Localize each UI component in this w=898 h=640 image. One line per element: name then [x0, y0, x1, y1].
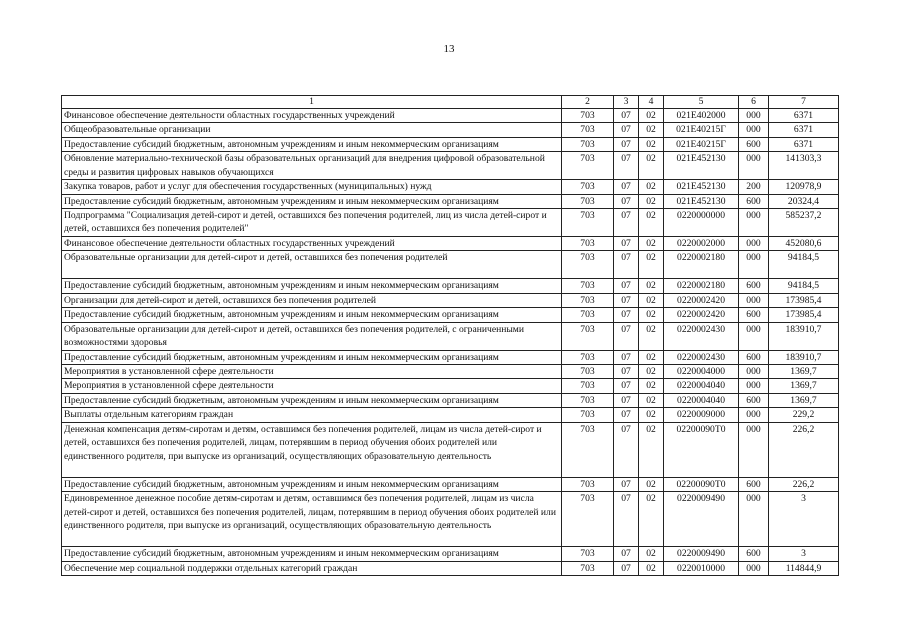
- row-value: 703: [562, 408, 614, 422]
- row-value: 0220002420: [664, 293, 739, 307]
- table-header-row: [62, 96, 839, 109]
- table-row: [62, 109, 839, 123]
- row-value: 02: [639, 322, 664, 350]
- row-value: 07: [614, 308, 639, 322]
- row-value: 02: [639, 293, 664, 307]
- row-value: 0220002430: [664, 350, 739, 364]
- row-value: 02: [639, 109, 664, 123]
- table-row: [62, 308, 839, 322]
- row-value: 000: [739, 561, 769, 575]
- row-value: 07: [614, 350, 639, 364]
- row-value: 141303,3: [769, 152, 839, 180]
- row-value: 02: [639, 180, 664, 194]
- row-value: 021E452130: [664, 194, 739, 208]
- row-value: 02: [639, 379, 664, 393]
- row-value: 0220000000: [664, 209, 739, 237]
- row-value: 3: [769, 492, 839, 547]
- row-value: 703: [562, 109, 614, 123]
- table-row: [62, 422, 839, 477]
- row-value: 0220009490: [664, 492, 739, 547]
- row-value: 07: [614, 422, 639, 477]
- row-value: 600: [739, 393, 769, 407]
- row-value: 600: [739, 279, 769, 293]
- row-value: 02: [639, 350, 664, 364]
- row-value: 0220002180: [664, 279, 739, 293]
- row-value: 703: [562, 379, 614, 393]
- row-value: 07: [614, 237, 639, 251]
- row-value: 703: [562, 561, 614, 575]
- table-row: [62, 365, 839, 379]
- row-value: 226,2: [769, 422, 839, 477]
- row-value: 0220004040: [664, 393, 739, 407]
- row-value: 07: [614, 393, 639, 407]
- row-description: Предоставление субсидий бюджетным, автономным учреждениям и иным некоммерческим организациям: [62, 308, 562, 322]
- row-value: 02: [639, 237, 664, 251]
- row-value: 600: [739, 350, 769, 364]
- row-value: 000: [739, 109, 769, 123]
- row-description: Единовременное денежное пособие детям-сиротам и детям, оставшимся без попечения родителей, лицам из числа детей-сирот и детей, оставшихся без попечения родителей, лицам, потерявшим в период обучения обоих родителей или единственного родителя, при выпуске из организаций, осуществляющих образовательную деятельность: [62, 492, 562, 547]
- row-value: 02200090Т0: [664, 422, 739, 477]
- table-row: [62, 350, 839, 364]
- row-description: Образовательные организации для детей-сирот и детей, оставшихся без попечения родителей: [62, 251, 562, 279]
- row-value: 600: [739, 308, 769, 322]
- row-value: 02: [639, 209, 664, 237]
- row-value: 021E402000: [664, 109, 739, 123]
- row-value: 000: [739, 492, 769, 547]
- row-value: 94184,5: [769, 251, 839, 279]
- table-row: [62, 251, 839, 279]
- row-value: 02: [639, 561, 664, 575]
- row-value: 600: [739, 547, 769, 561]
- row-value: 183910,7: [769, 350, 839, 364]
- header-cell: 6: [739, 96, 769, 109]
- row-description: Предоставление субсидий бюджетным, автономным учреждениям и иным некоммерческим организациям: [62, 279, 562, 293]
- row-value: 07: [614, 561, 639, 575]
- row-value: 07: [614, 180, 639, 194]
- row-value: 226,2: [769, 477, 839, 491]
- row-value: 021E40215Г: [664, 137, 739, 151]
- row-description: Выплаты отдельным категориям граждан: [62, 408, 562, 422]
- row-value: 000: [739, 322, 769, 350]
- row-value: 000: [739, 365, 769, 379]
- row-value: 02: [639, 365, 664, 379]
- row-value: 02: [639, 492, 664, 547]
- row-value: 703: [562, 209, 614, 237]
- row-value: 07: [614, 322, 639, 350]
- row-value: 703: [562, 194, 614, 208]
- row-value: 000: [739, 152, 769, 180]
- table-row: [62, 137, 839, 151]
- table-row: [62, 180, 839, 194]
- row-value: 07: [614, 365, 639, 379]
- row-value: 000: [739, 123, 769, 137]
- row-description: Мероприятия в установленной сфере деятельности: [62, 379, 562, 393]
- row-value: 000: [739, 408, 769, 422]
- table-row: [62, 561, 839, 575]
- row-description: Образовательные организации для детей-сирот и детей, оставшихся без попечения родителей, с ограниченными возможностями здоровья: [62, 322, 562, 350]
- row-value: 173985,4: [769, 308, 839, 322]
- row-description: Финансовое обеспечение деятельности областных государственных учреждений: [62, 109, 562, 123]
- row-value: 703: [562, 237, 614, 251]
- row-description: Обеспечение мер социальной поддержки отдельных категорий граждан: [62, 561, 562, 575]
- row-description: Общеобразовательные организации: [62, 123, 562, 137]
- row-value: 02: [639, 152, 664, 180]
- row-value: 6371: [769, 123, 839, 137]
- table-row: [62, 123, 839, 137]
- table-row: [62, 209, 839, 237]
- row-value: 1369,7: [769, 393, 839, 407]
- row-value: 07: [614, 547, 639, 561]
- row-value: 07: [614, 293, 639, 307]
- row-value: 94184,5: [769, 279, 839, 293]
- row-value: 07: [614, 492, 639, 547]
- row-value: 000: [739, 422, 769, 477]
- row-value: 229,2: [769, 408, 839, 422]
- row-value: 703: [562, 180, 614, 194]
- row-value: 703: [562, 477, 614, 491]
- row-value: 02: [639, 477, 664, 491]
- row-description: Предоставление субсидий бюджетным, автономным учреждениям и иным некоммерческим организациям: [62, 547, 562, 561]
- row-description: Предоставление субсидий бюджетным, автономным учреждениям и иным некоммерческим организациям: [62, 137, 562, 151]
- row-value: 07: [614, 209, 639, 237]
- row-value: 02: [639, 547, 664, 561]
- row-value: 07: [614, 379, 639, 393]
- row-value: 6371: [769, 109, 839, 123]
- row-description: Предоставление субсидий бюджетным, автономным учреждениям и иным некоммерческим организациям: [62, 194, 562, 208]
- row-description: Финансовое обеспечение деятельности областных государственных учреждений: [62, 237, 562, 251]
- row-value: 173985,4: [769, 293, 839, 307]
- row-value: 600: [739, 194, 769, 208]
- row-value: 20324,4: [769, 194, 839, 208]
- row-value: 0220010000: [664, 561, 739, 575]
- row-value: 0220002180: [664, 251, 739, 279]
- row-value: 703: [562, 251, 614, 279]
- row-description: Предоставление субсидий бюджетным, автономным учреждениям и иным некоммерческим организациям: [62, 393, 562, 407]
- header-cell: 2: [562, 96, 614, 109]
- table-row: [62, 194, 839, 208]
- row-value: 02: [639, 279, 664, 293]
- row-value: 02: [639, 393, 664, 407]
- row-value: 703: [562, 279, 614, 293]
- row-description: Мероприятия в установленной сфере деятельности: [62, 365, 562, 379]
- row-value: 07: [614, 152, 639, 180]
- row-value: 703: [562, 492, 614, 547]
- row-value: 703: [562, 350, 614, 364]
- row-value: 02200090Т0: [664, 477, 739, 491]
- row-value: 3: [769, 547, 839, 561]
- row-value: 000: [739, 379, 769, 393]
- row-value: 021E452130: [664, 180, 739, 194]
- row-value: 07: [614, 251, 639, 279]
- row-value: 07: [614, 194, 639, 208]
- table-row: [62, 408, 839, 422]
- row-value: 0220002430: [664, 322, 739, 350]
- row-value: 703: [562, 422, 614, 477]
- header-cell: 7: [769, 96, 839, 109]
- row-value: 0220002000: [664, 237, 739, 251]
- row-value: 0220009490: [664, 547, 739, 561]
- row-value: 02: [639, 123, 664, 137]
- row-value: 07: [614, 408, 639, 422]
- row-value: 120978,9: [769, 180, 839, 194]
- row-value: 6371: [769, 137, 839, 151]
- row-description: Закупка товаров, работ и услуг для обеспечения государственных (муниципальных) нужд: [62, 180, 562, 194]
- table-row: [62, 152, 839, 180]
- row-description: Предоставление субсидий бюджетным, автономным учреждениям и иным некоммерческим организациям: [62, 350, 562, 364]
- table-row: [62, 322, 839, 350]
- row-value: 0220004000: [664, 365, 739, 379]
- row-value: 1369,7: [769, 365, 839, 379]
- header-cell: 3: [614, 96, 639, 109]
- row-value: 000: [739, 237, 769, 251]
- row-value: 600: [739, 137, 769, 151]
- row-value: 200: [739, 180, 769, 194]
- header-cell: 5: [664, 96, 739, 109]
- row-value: 07: [614, 137, 639, 151]
- row-value: 021E40215Г: [664, 123, 739, 137]
- row-value: 0220009000: [664, 408, 739, 422]
- row-value: 703: [562, 293, 614, 307]
- row-description: Предоставление субсидий бюджетным, автономным учреждениям и иным некоммерческим организациям: [62, 477, 562, 491]
- row-value: 452080,6: [769, 237, 839, 251]
- budget-table: [61, 95, 839, 576]
- table-row: [62, 237, 839, 251]
- row-value: 02: [639, 137, 664, 151]
- row-value: 703: [562, 393, 614, 407]
- row-value: 600: [739, 477, 769, 491]
- row-value: 02: [639, 422, 664, 477]
- row-value: 703: [562, 365, 614, 379]
- row-value: 000: [739, 251, 769, 279]
- row-value: 114844,9: [769, 561, 839, 575]
- table-row: [62, 279, 839, 293]
- row-value: 703: [562, 547, 614, 561]
- row-value: 02: [639, 251, 664, 279]
- row-description: Денежная компенсация детям-сиротам и детям, оставшимся без попечения родителей, лицам из числа детей-сирот и детей, оставшихся без попечения родителей, лицам, потерявшим в период обучения обоих родителей или единственного родителя, при выпуске из организаций, осуществляющих образовательную деятельность: [62, 422, 562, 477]
- row-description: Организации для детей-сирот и детей, оставшихся без попечения родителей: [62, 293, 562, 307]
- row-value: 000: [739, 209, 769, 237]
- row-value: 000: [739, 293, 769, 307]
- table-row: [62, 492, 839, 547]
- header-cell: 4: [639, 96, 664, 109]
- row-value: 703: [562, 308, 614, 322]
- row-value: 021E452130: [664, 152, 739, 180]
- row-description: Подпрограмма "Социализация детей-сирот и детей, оставшихся без попечения родителей, лиц из числа детей-сирот и детей, оставшихся без попечения родителей": [62, 209, 562, 237]
- row-value: 07: [614, 279, 639, 293]
- row-value: 07: [614, 123, 639, 137]
- table-row: [62, 393, 839, 407]
- page-number: 13: [443, 43, 455, 55]
- row-value: 02: [639, 194, 664, 208]
- row-description: Обновление материально-технической базы образовательных организаций для внедрения цифровой образовательной среды и развития цифровых навыков обучающихся: [62, 152, 562, 180]
- row-value: 703: [562, 322, 614, 350]
- table-row: [62, 477, 839, 491]
- row-value: 585237,2: [769, 209, 839, 237]
- header-cell: 1: [62, 96, 562, 109]
- row-value: 0220004040: [664, 379, 739, 393]
- row-value: 02: [639, 308, 664, 322]
- row-value: 07: [614, 109, 639, 123]
- table-row: [62, 547, 839, 561]
- table-row: [62, 293, 839, 307]
- row-value: 0220002420: [664, 308, 739, 322]
- row-value: 703: [562, 137, 614, 151]
- row-value: 703: [562, 152, 614, 180]
- table-row: [62, 379, 839, 393]
- row-value: 183910,7: [769, 322, 839, 350]
- row-value: 07: [614, 477, 639, 491]
- row-value: 1369,7: [769, 379, 839, 393]
- row-value: 02: [639, 408, 664, 422]
- row-value: 703: [562, 123, 614, 137]
